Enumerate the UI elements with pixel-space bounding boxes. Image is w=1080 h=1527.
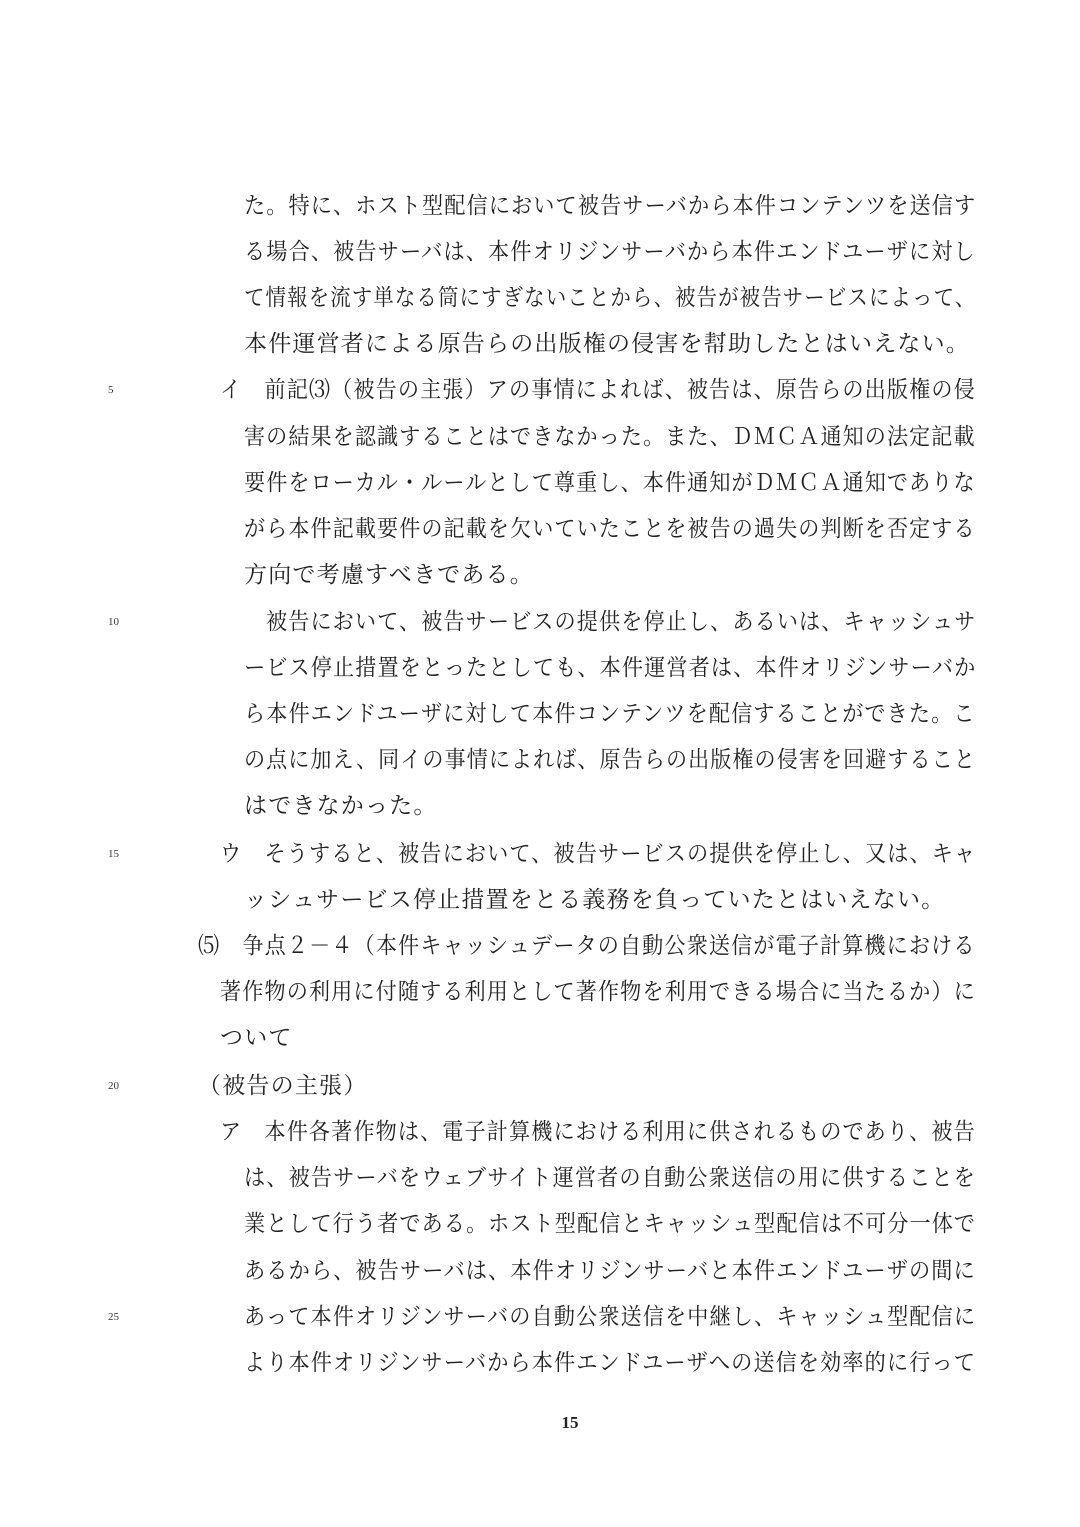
line-text: ら本件エンドユーザに対して本件コンテンツを配信することができた。こ (244, 701, 976, 727)
text-line (0, 417, 1080, 457)
line-text: は、被告サーバをウェブサイト運営者の自動公衆送信の用に供することを (244, 1165, 976, 1191)
text-line (0, 740, 1080, 780)
text-line (0, 880, 1080, 920)
line-text: あるから、被告サーバは、本件オリジンサーバと本件エンドユーザの間に (244, 1258, 976, 1284)
line-text: イ 前記⑶（被告の主張）アの事情によれば、被告は、原告らの出版権の侵 (220, 377, 976, 403)
text-line (0, 926, 1080, 966)
line-text: がら本件記載要件の記載を欠いていたことを被告の過失の判断を否定する (244, 516, 976, 542)
text-line (0, 324, 1080, 364)
text-line (0, 463, 1080, 503)
text-line (0, 648, 1080, 688)
line-text: ウ そうすると、被告において、被告サービスの提供を停止し、又は、キャ (220, 841, 977, 867)
line-text: （被告の主張） (198, 1073, 368, 1099)
text-line (0, 1251, 1080, 1291)
line-number: 25 (108, 1311, 119, 1323)
text-line (0, 186, 1080, 226)
line-text: ⑸ 争点２－４（本件キャッシュデータの自動公衆送信が電子計算機における (198, 933, 976, 959)
line-text: て情報を流す単なる筒にすぎないことから、被告が被告サービスによって、 (244, 285, 977, 311)
line-number: 5 (108, 384, 114, 396)
line-number: 20 (108, 1080, 119, 1092)
text-line (0, 232, 1080, 272)
line-text: た。特に、ホスト型配信において被告サーバから本件コンテンツを送信す (244, 193, 977, 219)
line-text: 業として行う者である。ホスト型配信とキャッシュ型配信は不可分一体で (244, 1211, 977, 1237)
text-line (0, 1158, 1080, 1198)
line-text: より本件オリジンサーバから本件エンドユーザへの送信を効率的に行って (244, 1350, 976, 1376)
text-line (0, 786, 1080, 826)
line-text: ービス停止措置をとったとしても、本件運営者は、本件オリジンサーバか (244, 655, 977, 681)
text-line (0, 694, 1080, 734)
line-text: 要件をローカル・ルールとして尊重し、本件通知がＤＭＣＡ通知でありな (244, 470, 976, 496)
line-text: 著作物の利用に付随する利用として著作物を利用できる場合に当たるか）に (220, 979, 976, 1005)
text-line (0, 972, 1080, 1012)
line-text: の点に加え、同イの事情によれば、原告らの出版権の侵害を回避すること (244, 747, 976, 773)
line-text: る場合、被告サーバは、本件オリジンサーバから本件エンドユーザに対し (244, 239, 976, 265)
text-line (0, 555, 1080, 595)
line-text: ア 本件各著作物は、電子計算機における利用に供されるものであり、被告 (220, 1119, 976, 1145)
line-text: 方向で考慮すべきである。 (244, 562, 534, 588)
page-number: 15 (561, 1413, 579, 1432)
line-number: 15 (108, 848, 119, 860)
line-text: 害の結果を認識することはできなかった。また、ＤＭＣＡ通知の法定記載 (244, 424, 976, 450)
line-text: 本件運営者による原告らの出版権の侵害を幇助したとはいえない。 (244, 331, 970, 357)
text-line (0, 1066, 1080, 1106)
line-text: はできなかった。 (244, 793, 438, 819)
line-number: 10 (108, 616, 119, 628)
text-line (0, 1204, 1080, 1244)
text-line (0, 370, 1080, 410)
text-line (0, 1018, 1080, 1058)
text-line (0, 602, 1080, 642)
line-text: ついて (220, 1025, 293, 1051)
text-line (0, 1343, 1080, 1383)
text-line (0, 1112, 1080, 1152)
line-text: 被告において、被告サービスの提供を停止し、あるいは、キャッシュサ (266, 609, 977, 635)
text-line (0, 509, 1080, 549)
text-line (0, 1297, 1080, 1337)
text-line (0, 278, 1080, 318)
line-text: ッシュサービス停止措置をとる義務を負っていたとはいえない。 (244, 887, 946, 913)
text-line (0, 834, 1080, 874)
line-text: あって本件オリジンサーバの自動公衆送信を中継し、キャッシュ型配信に (244, 1304, 977, 1330)
